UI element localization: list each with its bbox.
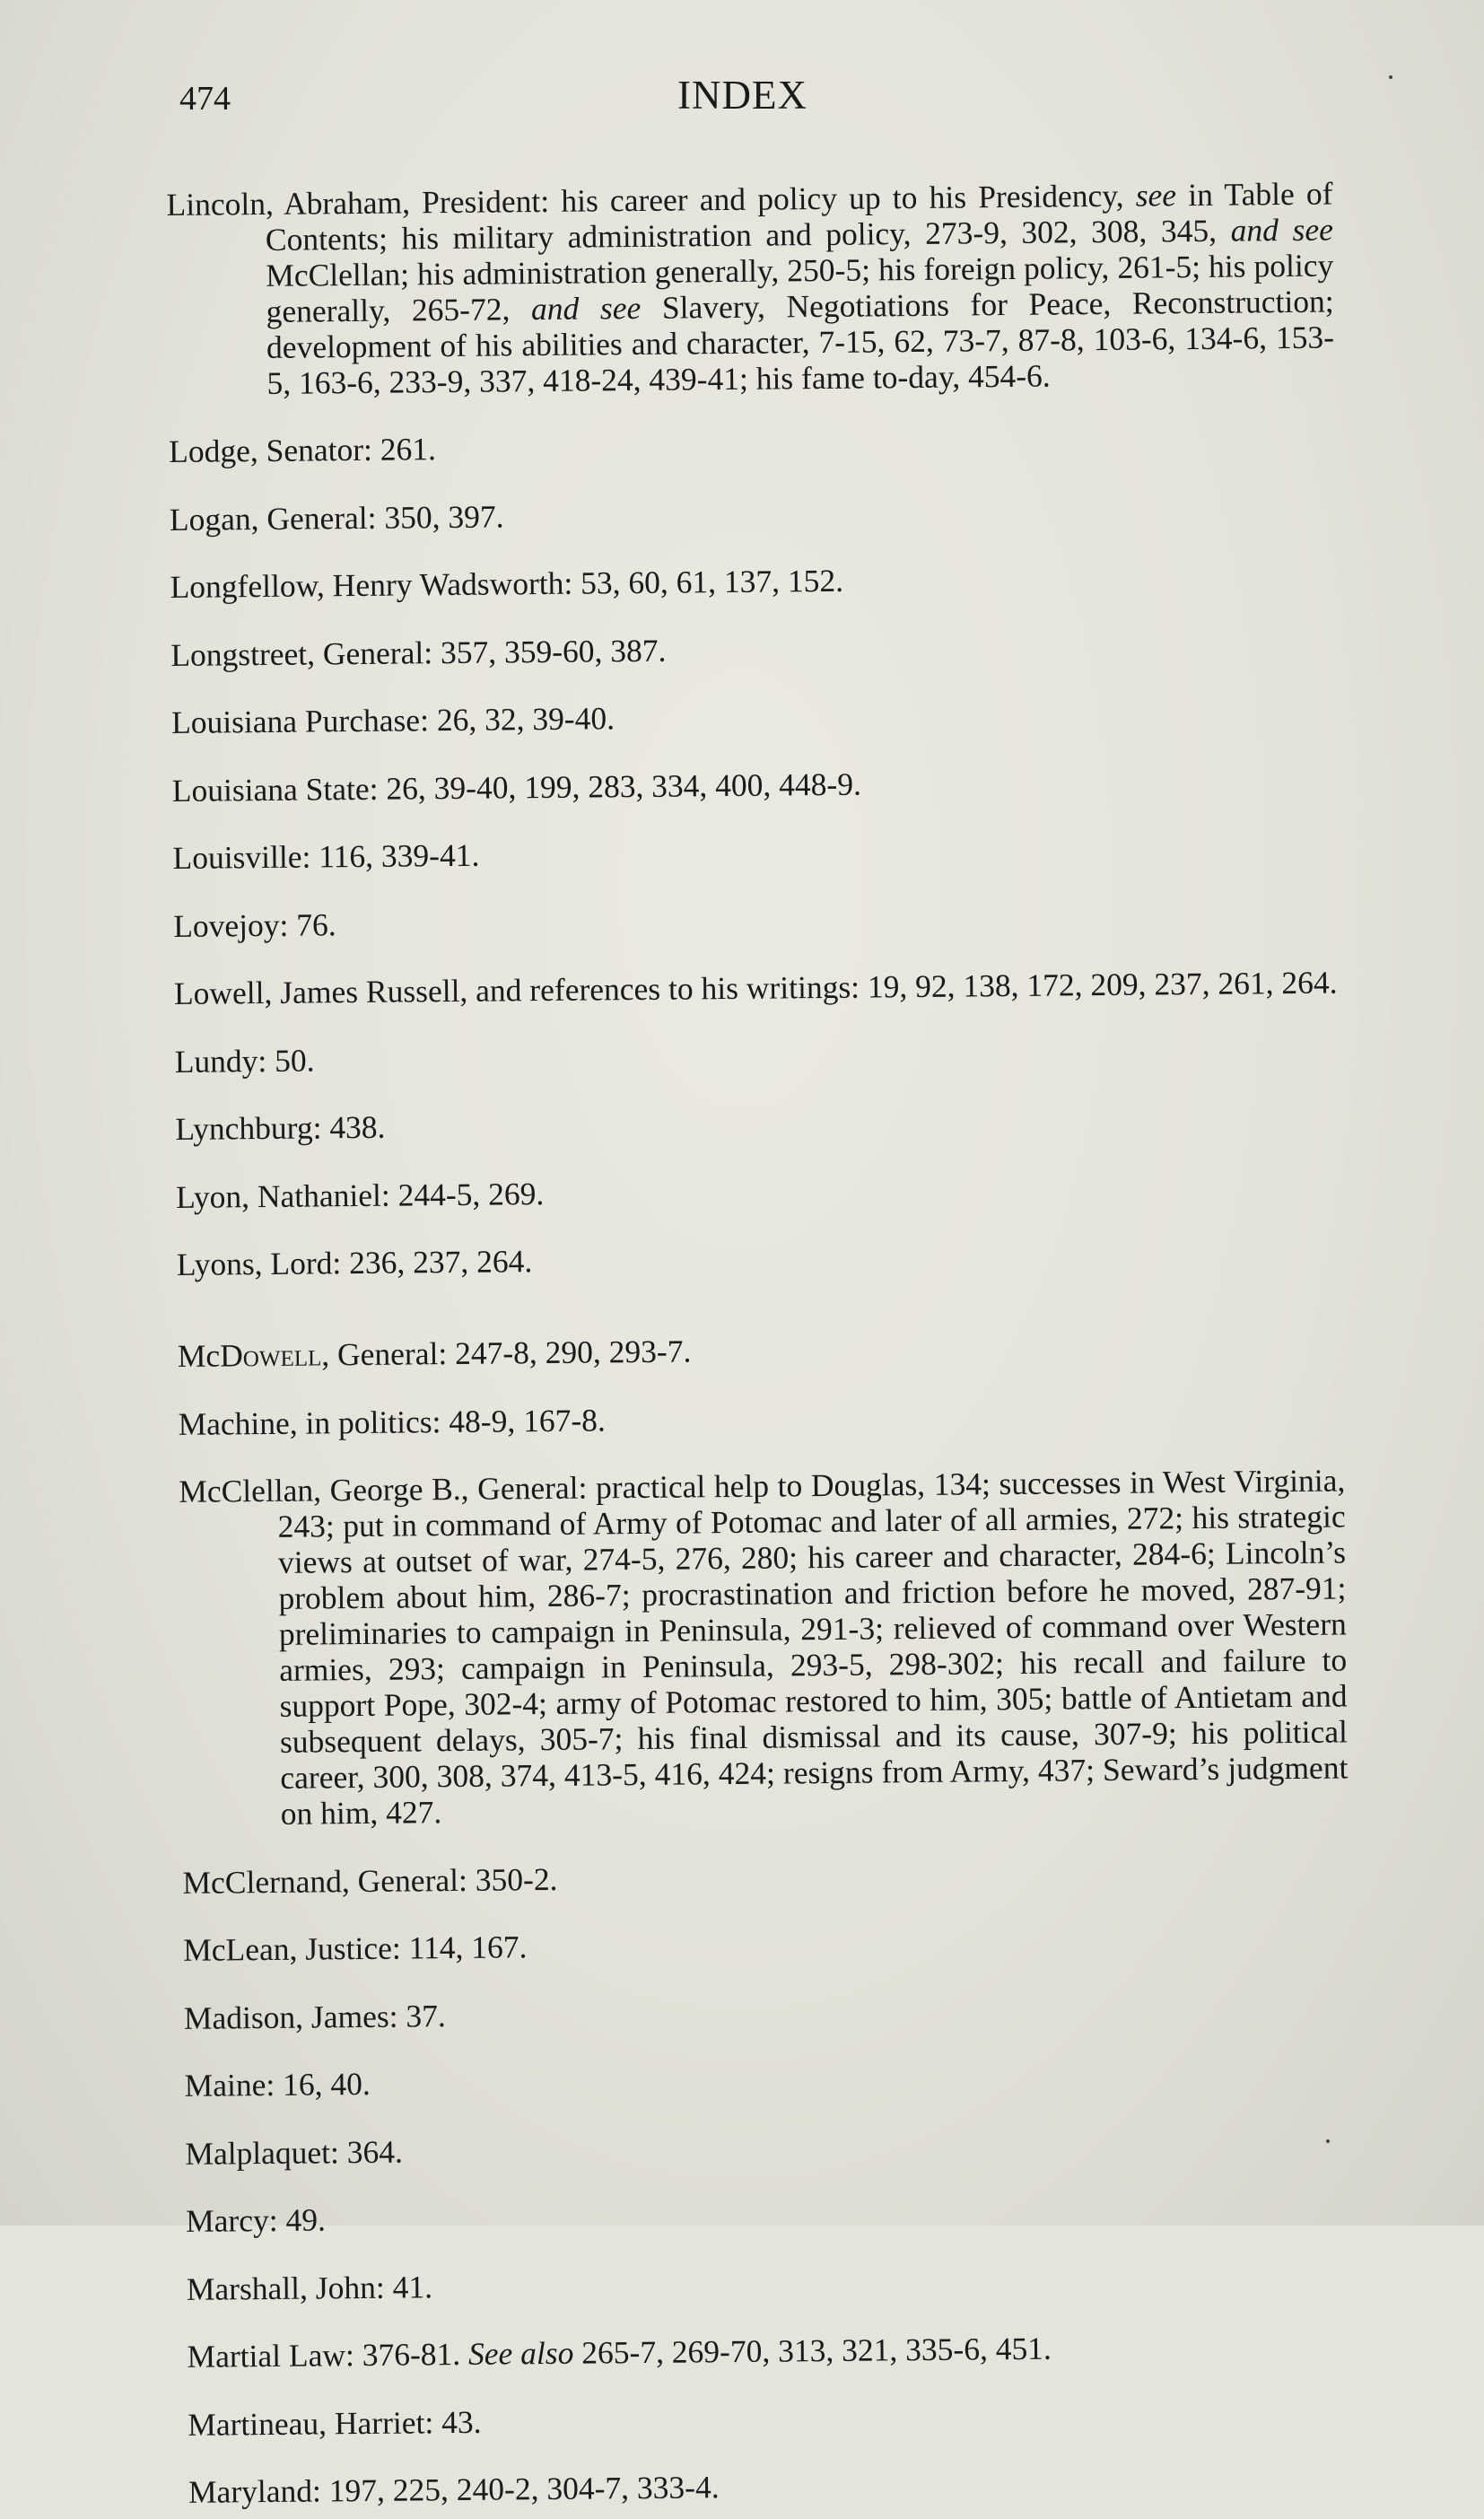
page-references: 244-5, 269. <box>389 1175 545 1213</box>
page-references: 364. <box>338 2133 404 2170</box>
page-references: 247-8, 290, 293-7. <box>447 1333 692 1372</box>
index-term: Maine: <box>184 2066 275 2104</box>
index-term: Logan, General: <box>169 499 377 538</box>
index-term: Lincoln, Abraham, President: <box>166 182 550 223</box>
index-entry <box>170 490 1336 537</box>
page-references: 48-9, 167-8. <box>441 1401 606 1439</box>
running-title: INDEX <box>677 73 807 118</box>
index-term: Marshall, John: <box>186 2269 385 2307</box>
page-references: 350, 397. <box>376 497 504 536</box>
index-term: McClellan, George B., General: <box>179 1469 588 1509</box>
index-entry <box>178 1395 1344 1441</box>
page-references: in Table of Contents; his military administration and policy, 273-9, 302, 308, 345, <box>265 175 1333 258</box>
index-entry <box>172 761 1339 808</box>
page-references: his career and policy up to his Presidency, <box>548 177 1136 219</box>
index-term: Maryland: <box>188 2472 322 2510</box>
index-entry <box>186 2191 1352 2238</box>
page-references: 49. <box>277 2201 327 2238</box>
paper-speck <box>1389 75 1392 79</box>
page-header <box>179 70 1346 124</box>
index-term <box>178 1335 448 1374</box>
page-references: 114, 167. <box>400 1929 528 1966</box>
index-term: Lynchburg: <box>175 1109 322 1147</box>
page-references: 76. <box>288 905 336 943</box>
index-term: Malplaquet: <box>185 2133 340 2172</box>
page-references: 41. <box>384 2268 433 2305</box>
index-term: Lodge, Senator: <box>168 431 373 469</box>
index-term: Lowell, James Russell, and references to his writings: <box>173 968 860 1011</box>
index-entry <box>183 1920 1349 1967</box>
page-references: 357, 359-60, 387. <box>432 632 667 670</box>
index-term-part: McD <box>177 1337 244 1374</box>
index-entry <box>170 625 1337 672</box>
page-references: 376-81. <box>354 2335 469 2374</box>
page-references: McClellan; his administration generally, 250-5; his foreign policy, 261-5; his policy generally, 265-72, <box>266 247 1334 329</box>
index-entry <box>172 828 1339 875</box>
page-references: 26, 39-40, 199, 283, 334, 400, 448-9. <box>378 765 862 807</box>
index-term: Louisiana Purchase: <box>170 702 430 740</box>
page-references: 236, 237, 264. <box>341 1243 533 1281</box>
index-term: Louisville: <box>172 838 311 876</box>
index-term: Lovejoy: <box>173 906 289 944</box>
index-entry <box>173 897 1340 943</box>
index-entry <box>166 175 1334 401</box>
page-references: 350-2. <box>467 1860 558 1898</box>
index-entry <box>188 2462 1355 2509</box>
index-term: Longfellow, Henry Wadsworth: <box>170 564 573 605</box>
page-references: 19, 92, 138, 172, 209, 237, 261, 264. <box>859 964 1338 1005</box>
index-entry <box>182 1853 1349 1900</box>
cross-reference: and see <box>1230 211 1334 249</box>
index-entry <box>171 693 1338 739</box>
page-references: 197, 225, 240-2, 304-7, 333-4. <box>320 2469 720 2509</box>
index-term: Lundy: <box>174 1042 267 1080</box>
index-term: Lyons, Lord: <box>176 1245 342 1282</box>
index-entry <box>185 2124 1351 2171</box>
index-term: Machine, in politics: <box>178 1403 441 1442</box>
index-entry <box>184 1989 1350 2035</box>
index-entry <box>174 964 1340 1010</box>
index-entry <box>175 1032 1341 1079</box>
index-term: Louisiana State: <box>171 770 379 809</box>
index-entry <box>184 2056 1350 2103</box>
page-references: Slavery, Negotiations for Peace, Reconstruction; development of his abilities and character, 7-15, 62, 73-7, 87-8, 103-6, 134-6, 153-5, 163-6, 233-9, 337, 418-24, 439-41; his fame to-day, 454-6. <box>266 283 1335 401</box>
cross-reference: see <box>1135 176 1177 214</box>
page-references: 37. <box>397 1997 446 2034</box>
index-term: Martial Law: <box>187 2337 355 2375</box>
index-entry <box>170 557 1336 604</box>
index-term: McLean, Justice: <box>183 1929 401 1968</box>
cross-reference: and see <box>530 289 642 327</box>
index-entry <box>169 423 1335 469</box>
page-references: practical help to Douglas, 134; successes in West Virginia, 243; put in command of Army of Potomac and later of all armies, 272; his strategic views at outset of war, 274-5, 276, 280; his career and character, 284-6; Lincoln’s problem about him, 286-7; procrastination and friction before he moved, 287-91; preliminaries to campaign in Peninsula, 291-3; relieved of command over Western armies, 293; campaign in Peninsula, 293-5, 298-302; his recall and failure to support Pope, 302-4; army of Potomac restored to him, 305; battle of Antietam and subsequent delays, 305-7; his final dismissal and its cause, 307-9; his political career, 300, 308, 374, 413-5, 416, 424; resigns from Army, 437; Seward’s judgment on him, 427. <box>277 1462 1349 1832</box>
index-entry <box>178 1326 1344 1373</box>
index-entry <box>176 1168 1342 1214</box>
page-references: 16, 40. <box>275 2065 371 2103</box>
page-references: 26, 32, 39-40. <box>428 700 615 739</box>
index-entry <box>177 1235 1343 1281</box>
index-term: Longstreet, General: <box>170 634 433 673</box>
index-term: Madison, James: <box>183 1998 398 2036</box>
page-references: 265-7, 269-70, 313, 321, 335-6, 451. <box>573 2330 1052 2371</box>
index-entry <box>187 2327 1353 2374</box>
page-references: 438. <box>321 1108 386 1146</box>
paper-speck <box>1326 2139 1330 2143</box>
index-term-part: owell <box>242 1336 322 1374</box>
index-entry <box>187 2260 1353 2306</box>
index-entries <box>166 144 1355 2519</box>
index-entry <box>175 1099 1341 1146</box>
index-term: Lyon, Nathaniel: <box>175 1176 390 1215</box>
index-term: McClernand, General: <box>182 1861 468 1901</box>
cross-reference: See also <box>467 2334 574 2372</box>
page-references: 43. <box>433 2403 482 2440</box>
index-term-part: , General: <box>321 1335 448 1373</box>
page-references: 53, 60, 61, 137, 152. <box>572 562 844 601</box>
page-references: 116, 339-41. <box>310 836 480 875</box>
index-entry <box>179 1462 1349 1832</box>
page-references: 261. <box>371 431 437 468</box>
page-number: 474 <box>179 80 231 118</box>
index-term: Marcy: <box>185 2201 278 2239</box>
index-entry <box>188 2395 1354 2442</box>
page-references: 50. <box>266 1041 315 1079</box>
index-term: Martineau, Harriet: <box>188 2403 434 2443</box>
